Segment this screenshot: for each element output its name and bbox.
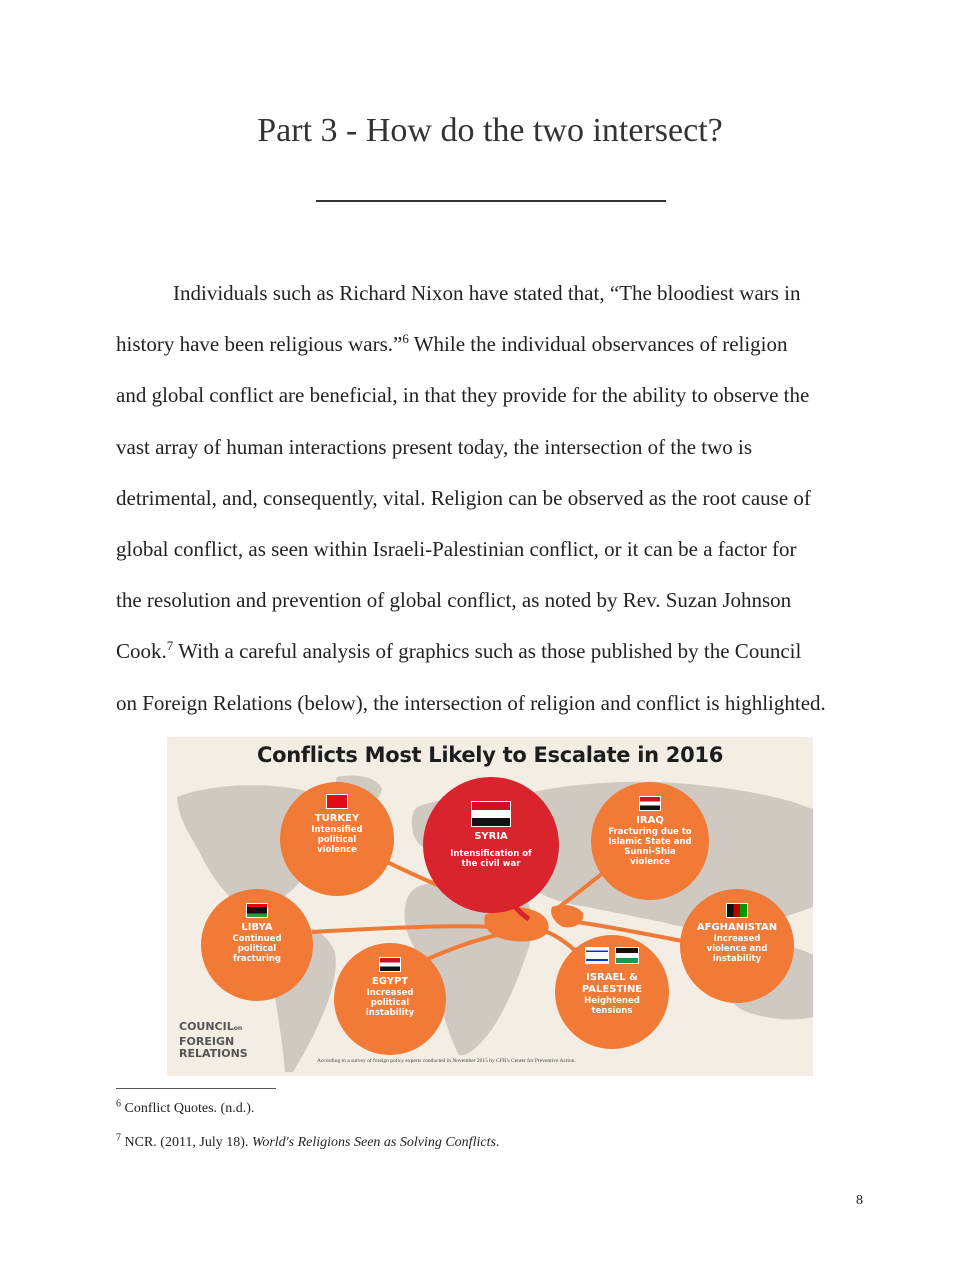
- body-line: history have been religious wars.”$^6$ While the individual observances of religion: [116, 331, 788, 357]
- country-name: AFGHANISTAN: [696, 922, 778, 933]
- footnote-6: $^6$ Conflict Quotes. (n.d.).: [116, 1098, 255, 1116]
- turkey-circle: [280, 782, 394, 896]
- conflicts-infographic: [167, 737, 813, 1076]
- egypt-flag-icon: [379, 957, 401, 972]
- body-line: and global conflict are beneficial, in that they provide for the ability to observe the: [116, 383, 810, 408]
- turkey-flag-icon: [326, 794, 348, 809]
- body-line: on Foreign Relations (below), the intersection of religion and conflict is highlighted.: [116, 690, 826, 715]
- iraq-circle: [591, 782, 709, 900]
- israel-palestine-circle: [555, 935, 669, 1049]
- page-title: Part 3 - How do the two intersect?: [257, 112, 723, 149]
- libya-circle: [201, 889, 313, 1001]
- footnote-7-title: World's Religions Seen as Solving Conflicts: [251, 1135, 496, 1150]
- infographic-source: According to a survey of foreign policy experts conducted in November 2015 by CFR's Center for Preventive Action.: [317, 1058, 576, 1064]
- page-number: 8: [856, 1193, 863, 1208]
- title-underline: [316, 200, 666, 202]
- body-line: vast array of human interactions present today, the intersection of the two is: [116, 434, 753, 459]
- libya-flag-icon: [246, 903, 268, 918]
- footnote-ref-6[interactable]: 6: [402, 331, 409, 347]
- country-name: ISRAEL & PALESTINE: [581, 972, 643, 995]
- iraq-flag-icon: [639, 796, 661, 811]
- body-paragraph: [116, 268, 866, 729]
- body-line: Individuals such as Richard Nixon have stated that, “The bloodiest wars in: [173, 281, 801, 305]
- israel-flag-icon: [585, 947, 609, 964]
- afghanistan-flag-icon: [726, 903, 748, 918]
- country-name: IRAQ: [636, 815, 664, 826]
- footnote-separator: [116, 1088, 276, 1089]
- syria-flag-icon: [471, 801, 511, 827]
- flags-pair: [555, 947, 669, 968]
- footnote-ref-7[interactable]: 7: [166, 638, 174, 654]
- body-line: detrimental, and, consequently, vital. Religion can be observed as the root cause of: [116, 485, 811, 510]
- country-desc: Fracturing due to Islamic State and Sunni-Shia violence: [608, 827, 692, 867]
- body-line: Cook.$^7$ With a careful analysis of graphics such as those published by the Council: [116, 638, 802, 664]
- body-line: global conflict, as seen within Israeli-Palestinian conflict, or it can be a factor for: [116, 537, 797, 562]
- country-desc: Intensification of the civil war: [450, 849, 532, 869]
- afghanistan-circle: [680, 889, 794, 1003]
- country-desc: Heightened tensions: [584, 996, 640, 1016]
- body-line: the resolution and prevention of global conflict, as noted by Rev. Suzan Johnson: [116, 588, 792, 613]
- country-desc: Increased violence and instability: [706, 934, 768, 964]
- palestine-flag-icon: [615, 947, 639, 964]
- country-desc: Increased political instability: [365, 988, 415, 1018]
- country-desc: Continued political fracturing: [232, 934, 282, 964]
- country-desc: Intensified political violence: [311, 825, 363, 855]
- country-name: LIBYA: [241, 922, 273, 933]
- country-name: TURKEY: [314, 813, 360, 824]
- cfr-logo: COUNCILon FOREIGN RELATIONS: [179, 1020, 248, 1060]
- country-name: EGYPT: [371, 976, 409, 987]
- footnote-7: $^7$ NCR. (2011, July 18). World's Religions Seen as Solving Conflicts.: [116, 1132, 500, 1150]
- egypt-circle: [334, 943, 446, 1055]
- syria-circle: [423, 777, 559, 913]
- country-name: SYRIA: [474, 831, 508, 842]
- infographic-title: Conflicts Most Likely to Escalate in 2016: [256, 743, 724, 767]
